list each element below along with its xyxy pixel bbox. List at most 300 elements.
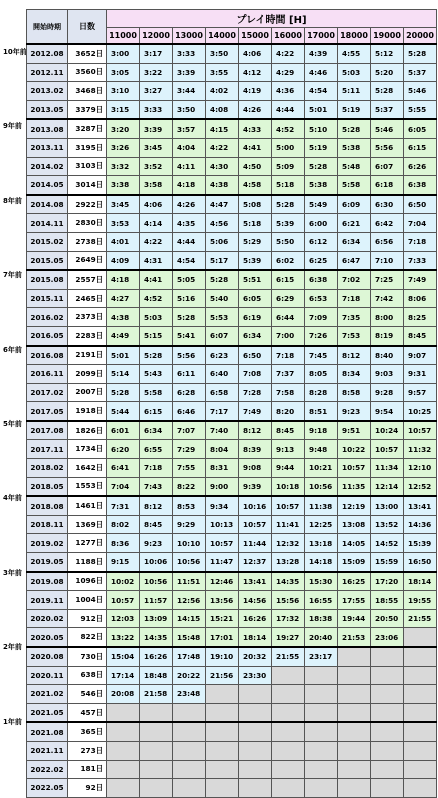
playtime-cell: 5:39 <box>239 251 272 270</box>
playtime-cell: 14:35 <box>140 628 173 647</box>
playtime-cell: 4:47 <box>206 195 239 214</box>
playtime-cell: 8:36 <box>107 534 140 553</box>
playtime-cell: 6:34 <box>239 326 272 345</box>
playtime-cell: 4:15 <box>206 119 239 138</box>
playtime-cell: 19:55 <box>404 591 437 610</box>
playtime-cell: 16:26 <box>140 647 173 666</box>
playtime-cell: 5:17 <box>206 251 239 270</box>
playtime-cell: 10:56 <box>140 572 173 591</box>
playtime-cell: 7:18 <box>404 232 437 251</box>
table-row <box>27 703 437 722</box>
table-row <box>27 628 437 647</box>
empty-cell <box>272 722 305 741</box>
playtime-cell: 13:41 <box>239 572 272 591</box>
playtime-cell: 4:19 <box>239 82 272 101</box>
playtime-cell: 20:22 <box>173 666 206 685</box>
playtime-cell: 5:08 <box>239 195 272 214</box>
table-row <box>27 421 437 440</box>
playtime-cell: 15:39 <box>404 534 437 553</box>
days-cell: 3379日 <box>68 100 107 119</box>
days-cell: 822日 <box>68 628 107 647</box>
playtime-cell: 7:17 <box>206 402 239 421</box>
playtime-cell: 6:07 <box>371 157 404 176</box>
playtime-cell: 11:57 <box>140 591 173 610</box>
playtime-cell: 5:10 <box>305 119 338 138</box>
playtime-cell: 5:37 <box>371 100 404 119</box>
playtime-cell: 5:28 <box>206 270 239 289</box>
table-row <box>27 289 437 308</box>
start-date-cell: 2015.11 <box>27 289 68 308</box>
playtime-cell: 3:27 <box>140 82 173 101</box>
start-date-cell: 2018.08 <box>27 496 68 515</box>
playtime-cell: 5:06 <box>206 232 239 251</box>
years-ago-label: 7年前 <box>3 271 22 280</box>
hours-header-cell: 18000 <box>338 28 371 45</box>
start-date-cell: 2022.05 <box>27 779 68 798</box>
years-ago-label: 5年前 <box>3 420 22 428</box>
playtime-cell: 10:10 <box>173 534 206 553</box>
playtime-cell: 6:50 <box>239 346 272 365</box>
start-date-cell: 2017.02 <box>27 383 68 402</box>
playtime-cell: 4:33 <box>239 119 272 138</box>
playtime-cell: 9:57 <box>404 383 437 402</box>
playtime-cell: 8:00 <box>371 308 404 327</box>
playtime-cell: 10:13 <box>206 515 239 534</box>
playtime-cell: 7:07 <box>173 421 206 440</box>
playtime-cell: 3:39 <box>173 63 206 82</box>
empty-cell <box>305 703 338 722</box>
playtime-cell: 3:33 <box>140 100 173 119</box>
playtime-cell: 7:33 <box>404 251 437 270</box>
start-date-cell: 2012.11 <box>27 63 68 82</box>
playtime-cell: 8:06 <box>404 289 437 308</box>
playtime-cell: 21:56 <box>206 666 239 685</box>
playtime-cell: 12:56 <box>173 591 206 610</box>
playtime-cell: 7:08 <box>239 365 272 384</box>
playtime-cell: 21:58 <box>140 685 173 704</box>
playtime-cell: 4:54 <box>173 251 206 270</box>
days-cell: 3560日 <box>68 63 107 82</box>
start-date-cell: 2016.11 <box>27 365 68 384</box>
empty-cell <box>338 779 371 798</box>
playtime-cell: 4:58 <box>239 176 272 195</box>
playtime-cell: 7:18 <box>338 289 371 308</box>
days-cell: 2830日 <box>68 214 107 233</box>
start-date-cell: 2018.05 <box>27 477 68 496</box>
year-group <box>27 647 437 722</box>
playtime-cell: 7:02 <box>338 270 371 289</box>
table-row <box>27 270 437 289</box>
playtime-cell: 5:18 <box>272 176 305 195</box>
playtime-cell: 11:44 <box>239 534 272 553</box>
start-date-cell: 2013.08 <box>27 119 68 138</box>
playtime-cell: 15:59 <box>371 553 404 572</box>
table-row <box>27 609 437 628</box>
playtime-title-header: プレイ時間 [H] <box>107 10 437 28</box>
start-date-cell: 2016.05 <box>27 326 68 345</box>
playtime-cell: 4:11 <box>173 157 206 176</box>
playtime-cell: 17:48 <box>173 647 206 666</box>
years-ago-label: 4年前 <box>3 494 22 503</box>
playtime-cell: 8:04 <box>206 440 239 459</box>
playtime-cell: 13:22 <box>107 628 140 647</box>
table-header <box>27 10 437 45</box>
playtime-cell: 18:48 <box>140 666 173 685</box>
table-row <box>27 44 437 63</box>
days-cell: 2099日 <box>68 365 107 384</box>
empty-cell <box>371 722 404 741</box>
table-row <box>27 496 437 515</box>
start-date-cell: 2018.11 <box>27 515 68 534</box>
days-cell: 3014日 <box>68 176 107 195</box>
playtime-cell: 15:30 <box>305 572 338 591</box>
empty-cell <box>239 722 272 741</box>
start-date-cell: 2017.05 <box>27 402 68 421</box>
playtime-cell: 9:18 <box>305 421 338 440</box>
year-group <box>27 270 437 345</box>
playtime-cell: 3:20 <box>107 119 140 138</box>
playtime-cell: 4:46 <box>305 63 338 82</box>
days-cell: 181日 <box>68 760 107 779</box>
playtime-cell: 13:00 <box>371 496 404 515</box>
start-date-cell: 2015.08 <box>27 270 68 289</box>
playtime-cell: 6:07 <box>206 326 239 345</box>
empty-cell <box>107 779 140 798</box>
playtime-cell: 21:55 <box>272 647 305 666</box>
playtime-cell: 8:19 <box>371 326 404 345</box>
playtime-cell: 6:34 <box>338 232 371 251</box>
days-cell: 912日 <box>68 609 107 628</box>
empty-cell <box>272 741 305 760</box>
playtime-cell: 18:38 <box>305 609 338 628</box>
start-date-cell: 2019.11 <box>27 591 68 610</box>
hours-header-cell: 12000 <box>140 28 173 45</box>
playtime-cell: 7:10 <box>371 251 404 270</box>
playtime-cell: 6:41 <box>107 459 140 478</box>
empty-cell <box>206 685 239 704</box>
empty-cell <box>272 685 305 704</box>
start-date-cell: 2013.11 <box>27 138 68 157</box>
days-cell: 1918日 <box>68 402 107 421</box>
playtime-cell: 23:48 <box>173 685 206 704</box>
empty-cell <box>239 760 272 779</box>
table-row <box>27 647 437 666</box>
playtime-cell: 5:40 <box>206 289 239 308</box>
days-cell: 2007日 <box>68 383 107 402</box>
table-row <box>27 722 437 741</box>
playtime-cell: 6:18 <box>371 176 404 195</box>
days-cell: 2191日 <box>68 346 107 365</box>
playtime-cell: 5:11 <box>338 82 371 101</box>
playtime-cell: 3:33 <box>173 44 206 63</box>
start-date-cell: 2013.05 <box>27 100 68 119</box>
playtime-cell: 15:48 <box>173 628 206 647</box>
playtime-cell: 5:05 <box>173 270 206 289</box>
playtime-cell: 4:04 <box>173 138 206 157</box>
playtime-cell: 10:56 <box>305 477 338 496</box>
playtime-cell: 14:56 <box>239 591 272 610</box>
empty-cell <box>140 760 173 779</box>
empty-cell <box>338 760 371 779</box>
hours-header-cell: 20000 <box>404 28 437 45</box>
playtime-cell: 6:56 <box>371 232 404 251</box>
playtime-cell: 18:55 <box>371 591 404 610</box>
playtime-cell: 5:55 <box>404 100 437 119</box>
playtime-cell: 4:35 <box>173 214 206 233</box>
playtime-cell: 6:26 <box>404 157 437 176</box>
table-row <box>27 477 437 496</box>
start-date-cell: 2014.02 <box>27 157 68 176</box>
playtime-cell: 4:26 <box>239 100 272 119</box>
playtime-cell: 4:27 <box>107 289 140 308</box>
playtime-cell: 5:50 <box>272 232 305 251</box>
empty-cell <box>305 666 338 685</box>
playtime-cell: 7:42 <box>371 289 404 308</box>
playtime-cell: 10:56 <box>173 553 206 572</box>
playtime-cell: 5:28 <box>371 82 404 101</box>
playtime-cell: 20:50 <box>371 609 404 628</box>
playtime-cell: 6:40 <box>206 365 239 384</box>
start-date-cell: 2021.02 <box>27 685 68 704</box>
playtime-cell: 7:49 <box>404 270 437 289</box>
playtime-cell: 4:12 <box>239 63 272 82</box>
table-row <box>27 572 437 591</box>
playtime-cell: 5:19 <box>338 100 371 119</box>
playtime-cell: 4:22 <box>272 44 305 63</box>
playtime-cell: 4:14 <box>140 214 173 233</box>
table-row <box>27 326 437 345</box>
playtime-cell: 10:25 <box>404 402 437 421</box>
days-cell: 730日 <box>68 647 107 666</box>
empty-cell <box>107 722 140 741</box>
playtime-cell: 10:22 <box>338 440 371 459</box>
year-group <box>27 496 437 571</box>
playtime-cell: 14:36 <box>404 515 437 534</box>
playtime-cell: 8:45 <box>140 515 173 534</box>
playtime-cell: 5:28 <box>404 44 437 63</box>
playtime-cell: 21:53 <box>338 628 371 647</box>
playtime-cell: 8:12 <box>338 346 371 365</box>
playtime-cell: 16:26 <box>239 609 272 628</box>
start-date-cell: 2014.08 <box>27 195 68 214</box>
days-cell: 2283日 <box>68 326 107 345</box>
years-ago-label: 1年前 <box>3 717 22 726</box>
playtime-cell: 4:50 <box>239 157 272 176</box>
playtime-cell: 7:37 <box>272 365 305 384</box>
empty-cell <box>371 760 404 779</box>
start-date-cell: 2021.08 <box>27 722 68 741</box>
playtime-cell: 10:24 <box>371 421 404 440</box>
playtime-cell: 10:06 <box>140 553 173 572</box>
playtime-cell: 10:18 <box>272 477 305 496</box>
playtime-cell: 12:10 <box>404 459 437 478</box>
hours-header-cell: 16000 <box>272 28 305 45</box>
playtime-cell: 10:57 <box>404 421 437 440</box>
empty-cell <box>305 779 338 798</box>
playtime-cell: 7:25 <box>371 270 404 289</box>
playtime-cell: 17:14 <box>107 666 140 685</box>
days-cell: 3287日 <box>68 119 107 138</box>
empty-cell <box>140 741 173 760</box>
playtime-cell: 10:57 <box>107 591 140 610</box>
days-cell: 3468日 <box>68 82 107 101</box>
playtime-cell: 3:57 <box>173 119 206 138</box>
playtime-cell: 5:15 <box>140 326 173 345</box>
playtime-cell: 8:34 <box>338 365 371 384</box>
empty-cell <box>338 722 371 741</box>
table-row <box>27 459 437 478</box>
playtime-cell: 8:02 <box>107 515 140 534</box>
start-date-cell: 2019.02 <box>27 534 68 553</box>
playtime-cell: 8:40 <box>371 346 404 365</box>
playtime-cell: 9:29 <box>173 515 206 534</box>
playtime-cell: 12:37 <box>239 553 272 572</box>
playtime-cell: 7:45 <box>305 346 338 365</box>
playtime-cell: 3:15 <box>107 100 140 119</box>
playtime-cell: 9:13 <box>272 440 305 459</box>
start-date-cell: 2016.08 <box>27 346 68 365</box>
playtime-cell: 6:46 <box>173 402 206 421</box>
empty-cell <box>404 685 437 704</box>
playtime-cell: 9:23 <box>140 534 173 553</box>
playtime-cell: 7:43 <box>140 477 173 496</box>
playtime-cell: 9:54 <box>371 402 404 421</box>
playtime-cell: 8:05 <box>305 365 338 384</box>
days-cell: 3103日 <box>68 157 107 176</box>
playtime-cell: 4:49 <box>107 326 140 345</box>
playtime-cell: 9:51 <box>338 421 371 440</box>
playtime-cell: 5:46 <box>371 119 404 138</box>
table-row <box>27 195 437 214</box>
playtime-cell: 4:38 <box>206 176 239 195</box>
empty-cell <box>140 703 173 722</box>
start-date-cell: 2020.05 <box>27 628 68 647</box>
year-group <box>27 119 437 194</box>
playtime-cell: 10:57 <box>272 496 305 515</box>
empty-cell <box>206 741 239 760</box>
playtime-cell: 9:28 <box>371 383 404 402</box>
playtime-cell: 5:03 <box>338 63 371 82</box>
playtime-cell: 5:58 <box>140 383 173 402</box>
playtime-cell: 6:55 <box>140 440 173 459</box>
playtime-cell: 5:28 <box>338 119 371 138</box>
table-row <box>27 308 437 327</box>
empty-cell <box>404 779 437 798</box>
days-cell: 1277日 <box>68 534 107 553</box>
start-date-cell: 2020.08 <box>27 647 68 666</box>
playtime-cell: 4:54 <box>305 82 338 101</box>
playtime-cell: 11:51 <box>173 572 206 591</box>
playtime-cell: 6:15 <box>404 138 437 157</box>
playtime-cell: 8:45 <box>404 326 437 345</box>
empty-cell <box>107 741 140 760</box>
playtime-cell: 17:55 <box>338 591 371 610</box>
playtime-table <box>26 9 437 798</box>
start-date-cell: 2014.05 <box>27 176 68 195</box>
start-date-cell: 2020.11 <box>27 666 68 685</box>
playtime-cell: 3:17 <box>140 44 173 63</box>
days-cell: 2373日 <box>68 308 107 327</box>
playtime-cell: 11:41 <box>272 515 305 534</box>
playtime-cell: 6:42 <box>371 214 404 233</box>
empty-cell <box>404 741 437 760</box>
empty-cell <box>404 666 437 685</box>
year-group <box>27 346 437 421</box>
playtime-cell: 7:26 <box>305 326 338 345</box>
playtime-cell: 8:20 <box>272 402 305 421</box>
playtime-cell: 5:28 <box>305 157 338 176</box>
playtime-cell: 20:32 <box>239 647 272 666</box>
empty-cell <box>107 703 140 722</box>
hours-header-cell: 14000 <box>206 28 239 45</box>
days-cell: 1642日 <box>68 459 107 478</box>
start-date-cell: 2017.11 <box>27 440 68 459</box>
playtime-cell: 18:14 <box>239 628 272 647</box>
playtime-cell: 6:30 <box>371 195 404 214</box>
table-row <box>27 591 437 610</box>
table-row <box>27 741 437 760</box>
playtime-cell: 5:28 <box>140 346 173 365</box>
playtime-cell: 6:44 <box>272 308 305 327</box>
playtime-cell: 9:15 <box>107 553 140 572</box>
playtime-cell: 15:04 <box>107 647 140 666</box>
playtime-cell: 7:29 <box>173 440 206 459</box>
empty-cell <box>338 666 371 685</box>
playtime-cell: 5:43 <box>140 365 173 384</box>
playtime-cell: 3:22 <box>140 63 173 82</box>
playtime-cell: 5:09 <box>272 157 305 176</box>
empty-cell <box>371 741 404 760</box>
playtime-cell: 10:16 <box>239 496 272 515</box>
empty-cell <box>140 779 173 798</box>
playtime-cell: 6:15 <box>272 270 305 289</box>
start-date-cell: 2021.11 <box>27 741 68 760</box>
playtime-cell: 3:50 <box>173 100 206 119</box>
playtime-cell: 5:28 <box>107 383 140 402</box>
playtime-cell: 17:01 <box>206 628 239 647</box>
start-date-cell: 2016.02 <box>27 308 68 327</box>
playtime-cell: 9:39 <box>239 477 272 496</box>
playtime-cell: 6:50 <box>404 195 437 214</box>
playtime-cell: 4:41 <box>140 270 173 289</box>
table-row <box>27 63 437 82</box>
playtime-cell: 13:52 <box>371 515 404 534</box>
table-row <box>27 515 437 534</box>
year-group <box>27 722 437 797</box>
playtime-cell: 12:19 <box>338 496 371 515</box>
playtime-cell: 13:41 <box>404 496 437 515</box>
playtime-cell: 6:11 <box>173 365 206 384</box>
table-row <box>27 666 437 685</box>
empty-cell <box>404 760 437 779</box>
playtime-cell: 4:52 <box>140 289 173 308</box>
table-row <box>27 251 437 270</box>
empty-cell <box>371 685 404 704</box>
start-date-cell: 2019.05 <box>27 553 68 572</box>
playtime-cell: 4:29 <box>272 63 305 82</box>
playtime-cell: 3:58 <box>140 176 173 195</box>
table-row <box>27 176 437 195</box>
playtime-cell: 4:38 <box>107 308 140 327</box>
playtime-cell: 19:10 <box>206 647 239 666</box>
playtime-cell: 8:22 <box>173 477 206 496</box>
playtime-cell: 3:26 <box>107 138 140 157</box>
playtime-cell: 5:37 <box>404 63 437 82</box>
playtime-cell: 6:12 <box>305 232 338 251</box>
table-row <box>27 779 437 798</box>
playtime-cell: 4:18 <box>173 176 206 195</box>
playtime-cell: 4:01 <box>107 232 140 251</box>
